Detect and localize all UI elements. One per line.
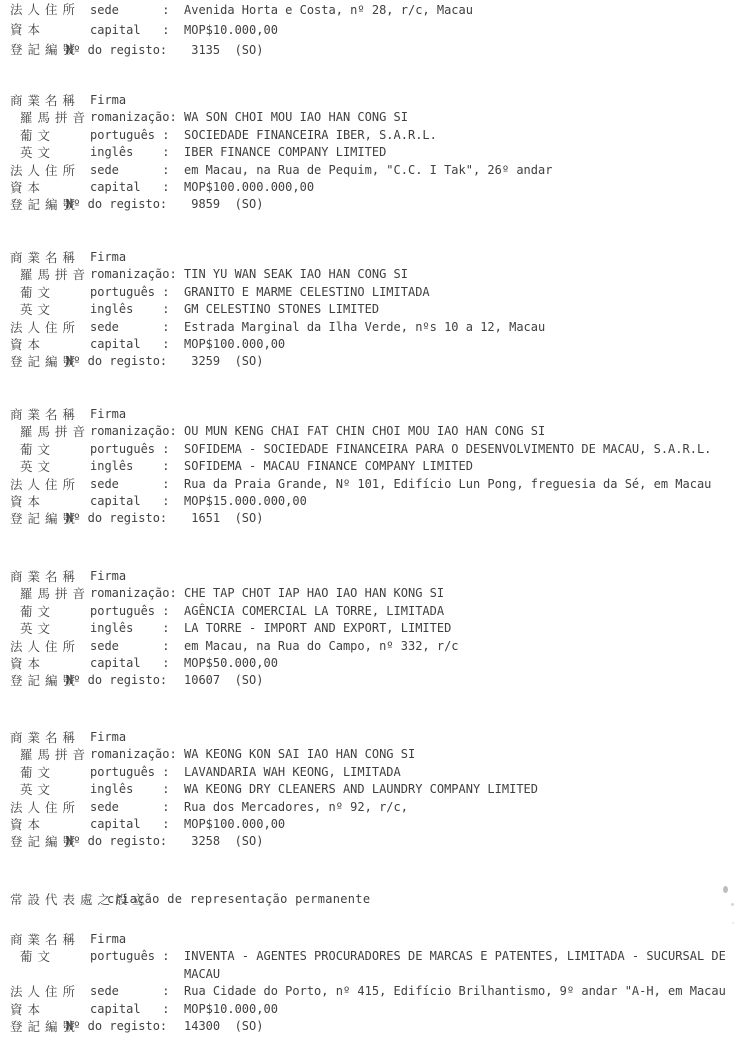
label-ingles-cjk: 英文 xyxy=(20,782,56,798)
field-value-portugues: INVENTA - AGENTES PROCURADORES DE MARCAS E PATENTES, LIMITADA - SUCURSAL DE xyxy=(184,949,726,964)
field-value-sede: Rua dos Mercadores, nº 92, r/c, xyxy=(184,799,408,814)
label-sede-cjk: 法人住所 xyxy=(10,2,81,17)
registry-entry-partial xyxy=(0,0,744,60)
label-portugues-pt: português : xyxy=(90,603,170,618)
field-value-sede: Avenida Horta e Costa, nº 28, r/c, Macau xyxy=(184,3,473,17)
label-registo-cjk: 登記編號 xyxy=(10,834,81,850)
label-portugues-pt: português : xyxy=(90,949,170,964)
label-sede-cjk: 法人住所 xyxy=(10,319,81,335)
label-ingles-cjk: 英文 xyxy=(20,621,56,637)
label-capital-cjk: 資本 xyxy=(10,493,46,509)
label-ingles-pt: inglês : xyxy=(90,459,170,474)
row-portugues xyxy=(0,441,744,458)
label-sede-cjk: 法人住所 xyxy=(10,799,81,815)
field-value-registo: 14300 (SO) xyxy=(184,1018,264,1033)
row-sede xyxy=(0,162,744,179)
row-firma xyxy=(0,249,744,266)
label-portugues-cjk: 葡文 xyxy=(20,127,56,143)
label-registo-cjk: 登記編號 xyxy=(10,354,81,370)
field-value-romanizacao: CHE TAP CHOT IAP HAO IAO HAN KONG SI xyxy=(184,586,445,601)
row-capital xyxy=(0,655,744,672)
label-romanizacao-pt: romanização: xyxy=(90,110,177,125)
field-value-registo: 3135 (SO) xyxy=(184,43,264,57)
row-registo xyxy=(0,353,744,370)
label-portugues-cjk: 葡文 xyxy=(20,764,56,780)
field-value-capital: MOP$100.000,00 xyxy=(184,336,286,351)
label-firma-pt: Firma xyxy=(90,250,127,264)
label-capital-pt: capital : xyxy=(90,179,170,194)
section-heading xyxy=(0,891,744,908)
registry-entry xyxy=(0,249,744,371)
row-romanizacao xyxy=(0,423,744,440)
label-registo-cjk: 登記編號 xyxy=(10,1018,81,1034)
row-sede xyxy=(0,638,744,655)
label-firma-cjk: 商業名稱 xyxy=(10,569,81,584)
label-portugues-pt: português : xyxy=(90,441,170,456)
row-sede xyxy=(0,799,744,816)
field-value-capital: MOP$10.000,00 xyxy=(184,1001,278,1016)
label-registo-cjk: 登記編號 xyxy=(10,42,81,57)
label-capital-cjk: 資本 xyxy=(10,816,46,832)
label-romanizacao-cjk: 羅馬拼音 xyxy=(20,267,91,283)
label-registo-pt: Nº do registo: xyxy=(66,354,168,369)
row-portugues xyxy=(0,284,744,301)
field-value-ingles: WA KEONG DRY CLEANERS AND LAUNDRY COMPANY LIMITED xyxy=(184,782,539,797)
field-value-capital: MOP$100.000.000,00 xyxy=(184,179,315,194)
row-firma xyxy=(0,92,744,109)
label-capital-pt: capital : xyxy=(90,655,170,670)
row-capital xyxy=(0,493,744,510)
registry-entry xyxy=(0,92,744,214)
label-firma-cjk: 商業名稱 xyxy=(10,407,81,422)
label-portugues-cjk: 葡文 xyxy=(20,949,56,965)
row-firma xyxy=(0,729,744,746)
label-firma-pt: Firma xyxy=(90,93,127,107)
label-romanizacao-cjk: 羅馬拼音 xyxy=(20,586,91,602)
label-capital-pt: capital : xyxy=(90,23,170,37)
label-romanizacao-pt: romanização: xyxy=(90,267,177,282)
field-value-ingles: GM CELESTINO STONES LIMITED xyxy=(184,302,380,317)
row-ingles xyxy=(0,144,744,161)
label-portugues-cjk: 葡文 xyxy=(20,441,56,457)
label-sede-pt: sede : xyxy=(90,799,170,814)
label-capital-cjk: 資本 xyxy=(10,336,46,352)
row-romanizacao xyxy=(0,746,744,763)
row-sede xyxy=(0,476,744,493)
row-ingles xyxy=(0,620,744,637)
row-portugues xyxy=(0,764,744,781)
label-romanizacao-cjk: 羅馬拼音 xyxy=(20,110,91,126)
label-ingles-cjk: 英文 xyxy=(20,302,56,318)
row-sede xyxy=(0,983,744,1000)
row-firma xyxy=(0,568,744,585)
label-registo-pt: Nº do registo: xyxy=(66,197,168,212)
label-portugues-pt: português : xyxy=(90,764,170,779)
label-firma-pt: Firma xyxy=(90,407,127,421)
field-value-portugues: AGÊNCIA COMERCIAL LA TORRE, LIMITADA xyxy=(184,603,445,618)
label-ingles-pt: inglês : xyxy=(90,302,170,317)
row-romanizacao xyxy=(0,585,744,602)
label-firma-pt: Firma xyxy=(90,730,127,744)
label-portugues-cjk: 葡文 xyxy=(20,284,56,300)
label-sede-pt: sede : xyxy=(90,162,170,177)
label-sede-cjk: 法人住所 xyxy=(10,162,81,178)
row-section-heading xyxy=(0,891,744,908)
field-value-romanizacao: TIN YU WAN SEAK IAO HAN CONG SI xyxy=(184,267,408,282)
field-value-portugues: SOCIEDADE FINANCEIRA IBER, S.A.R.L. xyxy=(184,127,437,142)
field-value-sede: em Macau, na Rua de Pequim, "C.C. I Tak", 26º andar xyxy=(184,162,553,177)
label-sede-cjk: 法人住所 xyxy=(10,638,81,654)
field-value-capital: MOP$15.000.000,00 xyxy=(184,493,307,508)
label-firma-cjk: 商業名稱 xyxy=(10,250,81,265)
label-registo-pt: Nº do registo: xyxy=(66,673,168,688)
row-ingles xyxy=(0,781,744,798)
label-portugues-pt: português : xyxy=(90,284,170,299)
row-romanizacao xyxy=(0,266,744,283)
row-capital xyxy=(0,816,744,833)
field-value-portugues: GRANITO E MARME CELESTINO LIMITADA xyxy=(184,284,430,299)
label-sede-cjk: 法人住所 xyxy=(10,984,81,1000)
field-value-registo: 3259 (SO) xyxy=(184,354,264,369)
label-ingles-cjk: 英文 xyxy=(20,145,56,161)
field-value-portugues-continuation: MACAU xyxy=(184,966,221,981)
label-sede-pt: sede : xyxy=(90,476,170,491)
field-value-capital: MOP$10.000,00 xyxy=(184,23,278,37)
row-portugues xyxy=(0,127,744,144)
section-heading-cjk: 常設代表處之設立 xyxy=(10,892,151,907)
row-sede xyxy=(0,0,744,20)
label-sede-pt: sede : xyxy=(90,638,170,653)
field-value-portugues: SOFIDEMA - SOCIEDADE FINANCEIRA PARA O DESENVOLVIMENTO DE MACAU, S.A.R.L. xyxy=(184,441,712,456)
section-heading-pt: criação de representação permanente xyxy=(107,892,371,906)
label-capital-cjk: 資本 xyxy=(10,1001,46,1017)
label-capital-pt: capital : xyxy=(90,816,170,831)
label-firma-cjk: 商業名稱 xyxy=(10,730,81,745)
field-value-romanizacao: WA KEONG KON SAI IAO HAN CONG SI xyxy=(184,747,416,762)
label-firma-pt: Firma xyxy=(90,569,127,583)
row-portugues xyxy=(0,948,744,965)
row-registo xyxy=(0,196,744,213)
label-capital-pt: capital : xyxy=(90,493,170,508)
label-romanizacao-pt: romanização: xyxy=(90,586,177,601)
scan-speck xyxy=(731,903,734,906)
row-ingles xyxy=(0,458,744,475)
registry-entry xyxy=(0,406,744,528)
label-romanizacao-cjk: 羅馬拼音 xyxy=(20,424,91,440)
field-value-ingles: LA TORRE - IMPORT AND EXPORT, LIMITED xyxy=(184,621,452,636)
label-capital-cjk: 資本 xyxy=(10,179,46,195)
label-capital-pt: capital : xyxy=(90,336,170,351)
row-firma xyxy=(0,406,744,423)
label-sede-pt: sede : xyxy=(90,319,170,334)
field-value-ingles: IBER FINANCE COMPANY LIMITED xyxy=(184,145,387,160)
label-registo-pt: Nº do registo: xyxy=(66,834,168,849)
label-firma-cjk: 商業名稱 xyxy=(10,932,81,947)
field-value-registo: 9859 (SO) xyxy=(184,197,264,212)
label-portugues-pt: português : xyxy=(90,127,170,142)
row-registo xyxy=(0,833,744,850)
row-romanizacao xyxy=(0,109,744,126)
scan-speck xyxy=(732,922,734,924)
registry-entry xyxy=(0,729,744,851)
registry-entry xyxy=(0,568,744,690)
label-sede-pt: sede : xyxy=(90,984,170,999)
label-ingles-pt: inglês : xyxy=(90,782,170,797)
field-value-registo: 3258 (SO) xyxy=(184,834,264,849)
label-registo-cjk: 登記編號 xyxy=(10,197,81,213)
registry-entry-final xyxy=(0,931,744,1035)
row-capital xyxy=(0,20,744,40)
field-value-sede: em Macau, na Rua do Campo, nº 332, r/c xyxy=(184,638,459,653)
row-portugues xyxy=(0,603,744,620)
label-registo-cjk: 登記編號 xyxy=(10,673,81,689)
row-registo xyxy=(0,1018,744,1035)
label-firma-pt: Firma xyxy=(90,932,127,946)
field-value-sede: Estrada Marginal da Ilha Verde, nºs 10 a 12, Macau xyxy=(184,319,546,334)
field-value-capital: MOP$100.000,00 xyxy=(184,816,286,831)
label-ingles-pt: inglês : xyxy=(90,621,170,636)
scan-speck xyxy=(723,886,728,893)
label-ingles-cjk: 英文 xyxy=(20,459,56,475)
label-romanizacao-pt: romanização: xyxy=(90,424,177,439)
row-registo xyxy=(0,510,744,527)
field-value-sede: Rua Cidade do Porto, nº 415, Edifício Brilhantismo, 9º andar "A-H, em Macau xyxy=(184,984,726,999)
label-sede-cjk: 法人住所 xyxy=(10,476,81,492)
row-capital xyxy=(0,336,744,353)
label-registo-pt: Nº do registo: xyxy=(66,511,168,526)
row-firma xyxy=(0,931,744,948)
field-value-sede: Rua da Praia Grande, Nº 101, Edifício Lun Pong, freguesia da Sé, em Macau xyxy=(184,476,712,491)
label-sede-pt: sede : xyxy=(90,3,170,17)
field-value-registo: 1651 (SO) xyxy=(184,511,264,526)
label-capital-pt: capital : xyxy=(90,1001,170,1016)
label-capital-cjk: 資本 xyxy=(10,655,46,671)
label-ingles-pt: inglês : xyxy=(90,145,170,160)
label-portugues-cjk: 葡文 xyxy=(20,603,56,619)
row-sede xyxy=(0,319,744,336)
field-value-registo: 10607 (SO) xyxy=(184,673,264,688)
label-romanizacao-cjk: 羅馬拼音 xyxy=(20,747,91,763)
row-portugues-continuation xyxy=(0,966,744,983)
field-value-portugues: LAVANDARIA WAH KEONG, LIMITADA xyxy=(184,764,401,779)
field-value-ingles: SOFIDEMA - MACAU FINANCE COMPANY LIMITED xyxy=(184,459,473,474)
row-ingles xyxy=(0,301,744,318)
field-value-capital: MOP$50.000,00 xyxy=(184,655,278,670)
label-registo-cjk: 登記編號 xyxy=(10,511,81,527)
row-registo xyxy=(0,672,744,689)
label-registo-pt: Nº do registo: xyxy=(66,43,168,57)
label-firma-cjk: 商業名稱 xyxy=(10,93,81,108)
field-value-romanizacao: OU MUN KENG CHAI FAT CHIN CHOI MOU IAO HAN CONG SI xyxy=(184,424,546,439)
label-capital-cjk: 資本 xyxy=(10,22,46,37)
row-capital xyxy=(0,179,744,196)
field-value-romanizacao: WA SON CHOI MOU IAO HAN CONG SI xyxy=(184,110,408,125)
label-registo-pt: Nº do registo: xyxy=(66,1018,168,1033)
label-romanizacao-pt: romanização: xyxy=(90,747,177,762)
row-registo xyxy=(0,40,744,60)
row-capital xyxy=(0,1001,744,1018)
